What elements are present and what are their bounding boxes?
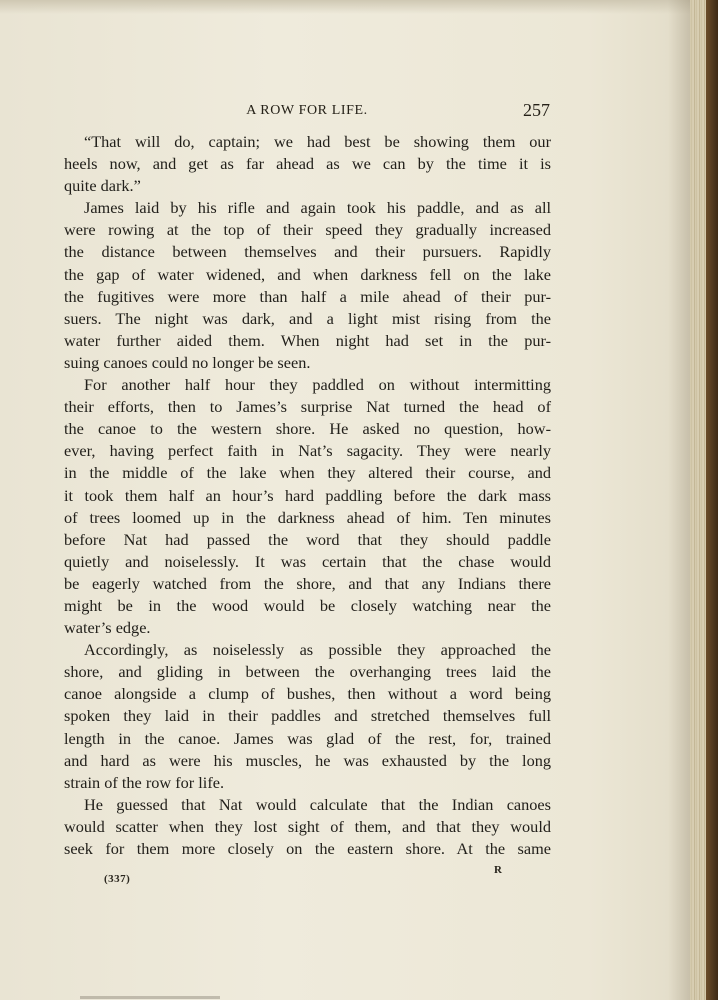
- text-line: of trees loomed up in the darkness ahead of him. Ten minutes: [64, 507, 551, 527]
- text-line: suers. The night was dark, and a light mist rising from the: [64, 308, 551, 328]
- text-line: were rowing at the top of their speed they gradually increased: [64, 220, 551, 240]
- text-line: He guessed that Nat would calculate that the Indian canoes: [84, 794, 551, 814]
- running-header: [64, 100, 550, 124]
- running-title: A ROW FOR LIFE.: [246, 103, 368, 118]
- book-binding: [706, 0, 718, 1000]
- text-line: the distance between themselves and their pursuers. Rapidly: [64, 242, 551, 262]
- text-line: heels now, and get as far ahead as we can by the time it is: [64, 154, 551, 174]
- text-line: ever, having perfect faith in Nat’s sagacity. They were nearly: [64, 441, 551, 461]
- text-line: James laid by his rifle and again took his paddle, and as all: [84, 198, 551, 218]
- text-line: would scatter when they lost sight of them, and that they would: [64, 816, 551, 836]
- page-smudge: [80, 996, 220, 999]
- text-line: might be in the wood would be closely watching near the: [64, 595, 551, 615]
- text-line: Accordingly, as noiselessly as possible they approached the: [84, 640, 551, 660]
- text-line: spoken they laid in their paddles and stretched themselves full: [64, 706, 551, 726]
- text-line: seek for them more closely on the eastern shore. At the same: [64, 839, 551, 858]
- text-line: canoe alongside a clump of bushes, then without a word being: [64, 684, 551, 704]
- text-line: For another half hour they paddled on without intermitting: [84, 375, 551, 395]
- text-line: be eagerly watched from the shore, and that any Indians there: [64, 573, 551, 593]
- page-gutter-shadow: [668, 0, 690, 1000]
- text-line: suing canoes could no longer be seen.: [64, 352, 311, 372]
- text-line: the gap of water widened, and when darkness fell on the lake: [64, 264, 551, 284]
- text-line: in the middle of the lake when they altered their course, and: [64, 463, 551, 483]
- signature-mark: (337): [104, 873, 131, 885]
- text-line: length in the canoe. James was glad of the rest, for, trained: [64, 728, 551, 748]
- gathering-letter: R: [494, 864, 502, 876]
- text-line: water’s edge.: [64, 618, 151, 638]
- text-line: quietly and noiselessly. It was certain that the chase would: [64, 551, 551, 571]
- text-line: shore, and gliding in between the overhanging trees laid the: [64, 662, 551, 682]
- text-line: “That will do, captain; we had best be showing them our: [84, 132, 551, 151]
- text-line: quite dark.”: [64, 176, 141, 196]
- text-line: and hard as were his muscles, he was exhausted by the long: [64, 750, 551, 770]
- page-top-shadow: [0, 0, 690, 14]
- text-line: strain of the row for life.: [64, 772, 225, 792]
- text-line: before Nat had passed the word that they should paddle: [64, 529, 551, 549]
- body-text: [64, 131, 551, 860]
- text-line: the fugitives were more than half a mile ahead of their pur-: [64, 286, 551, 306]
- text-line: the canoe to the western shore. He asked no question, how-: [64, 419, 551, 439]
- text-line: it took them half an hour’s hard paddling before the dark mass: [64, 485, 551, 505]
- text-line: their efforts, then to James’s surprise Nat turned the head of: [64, 397, 551, 417]
- text-line: water further aided them. When night had set in the pur-: [64, 330, 551, 350]
- page-number: 257: [523, 100, 550, 120]
